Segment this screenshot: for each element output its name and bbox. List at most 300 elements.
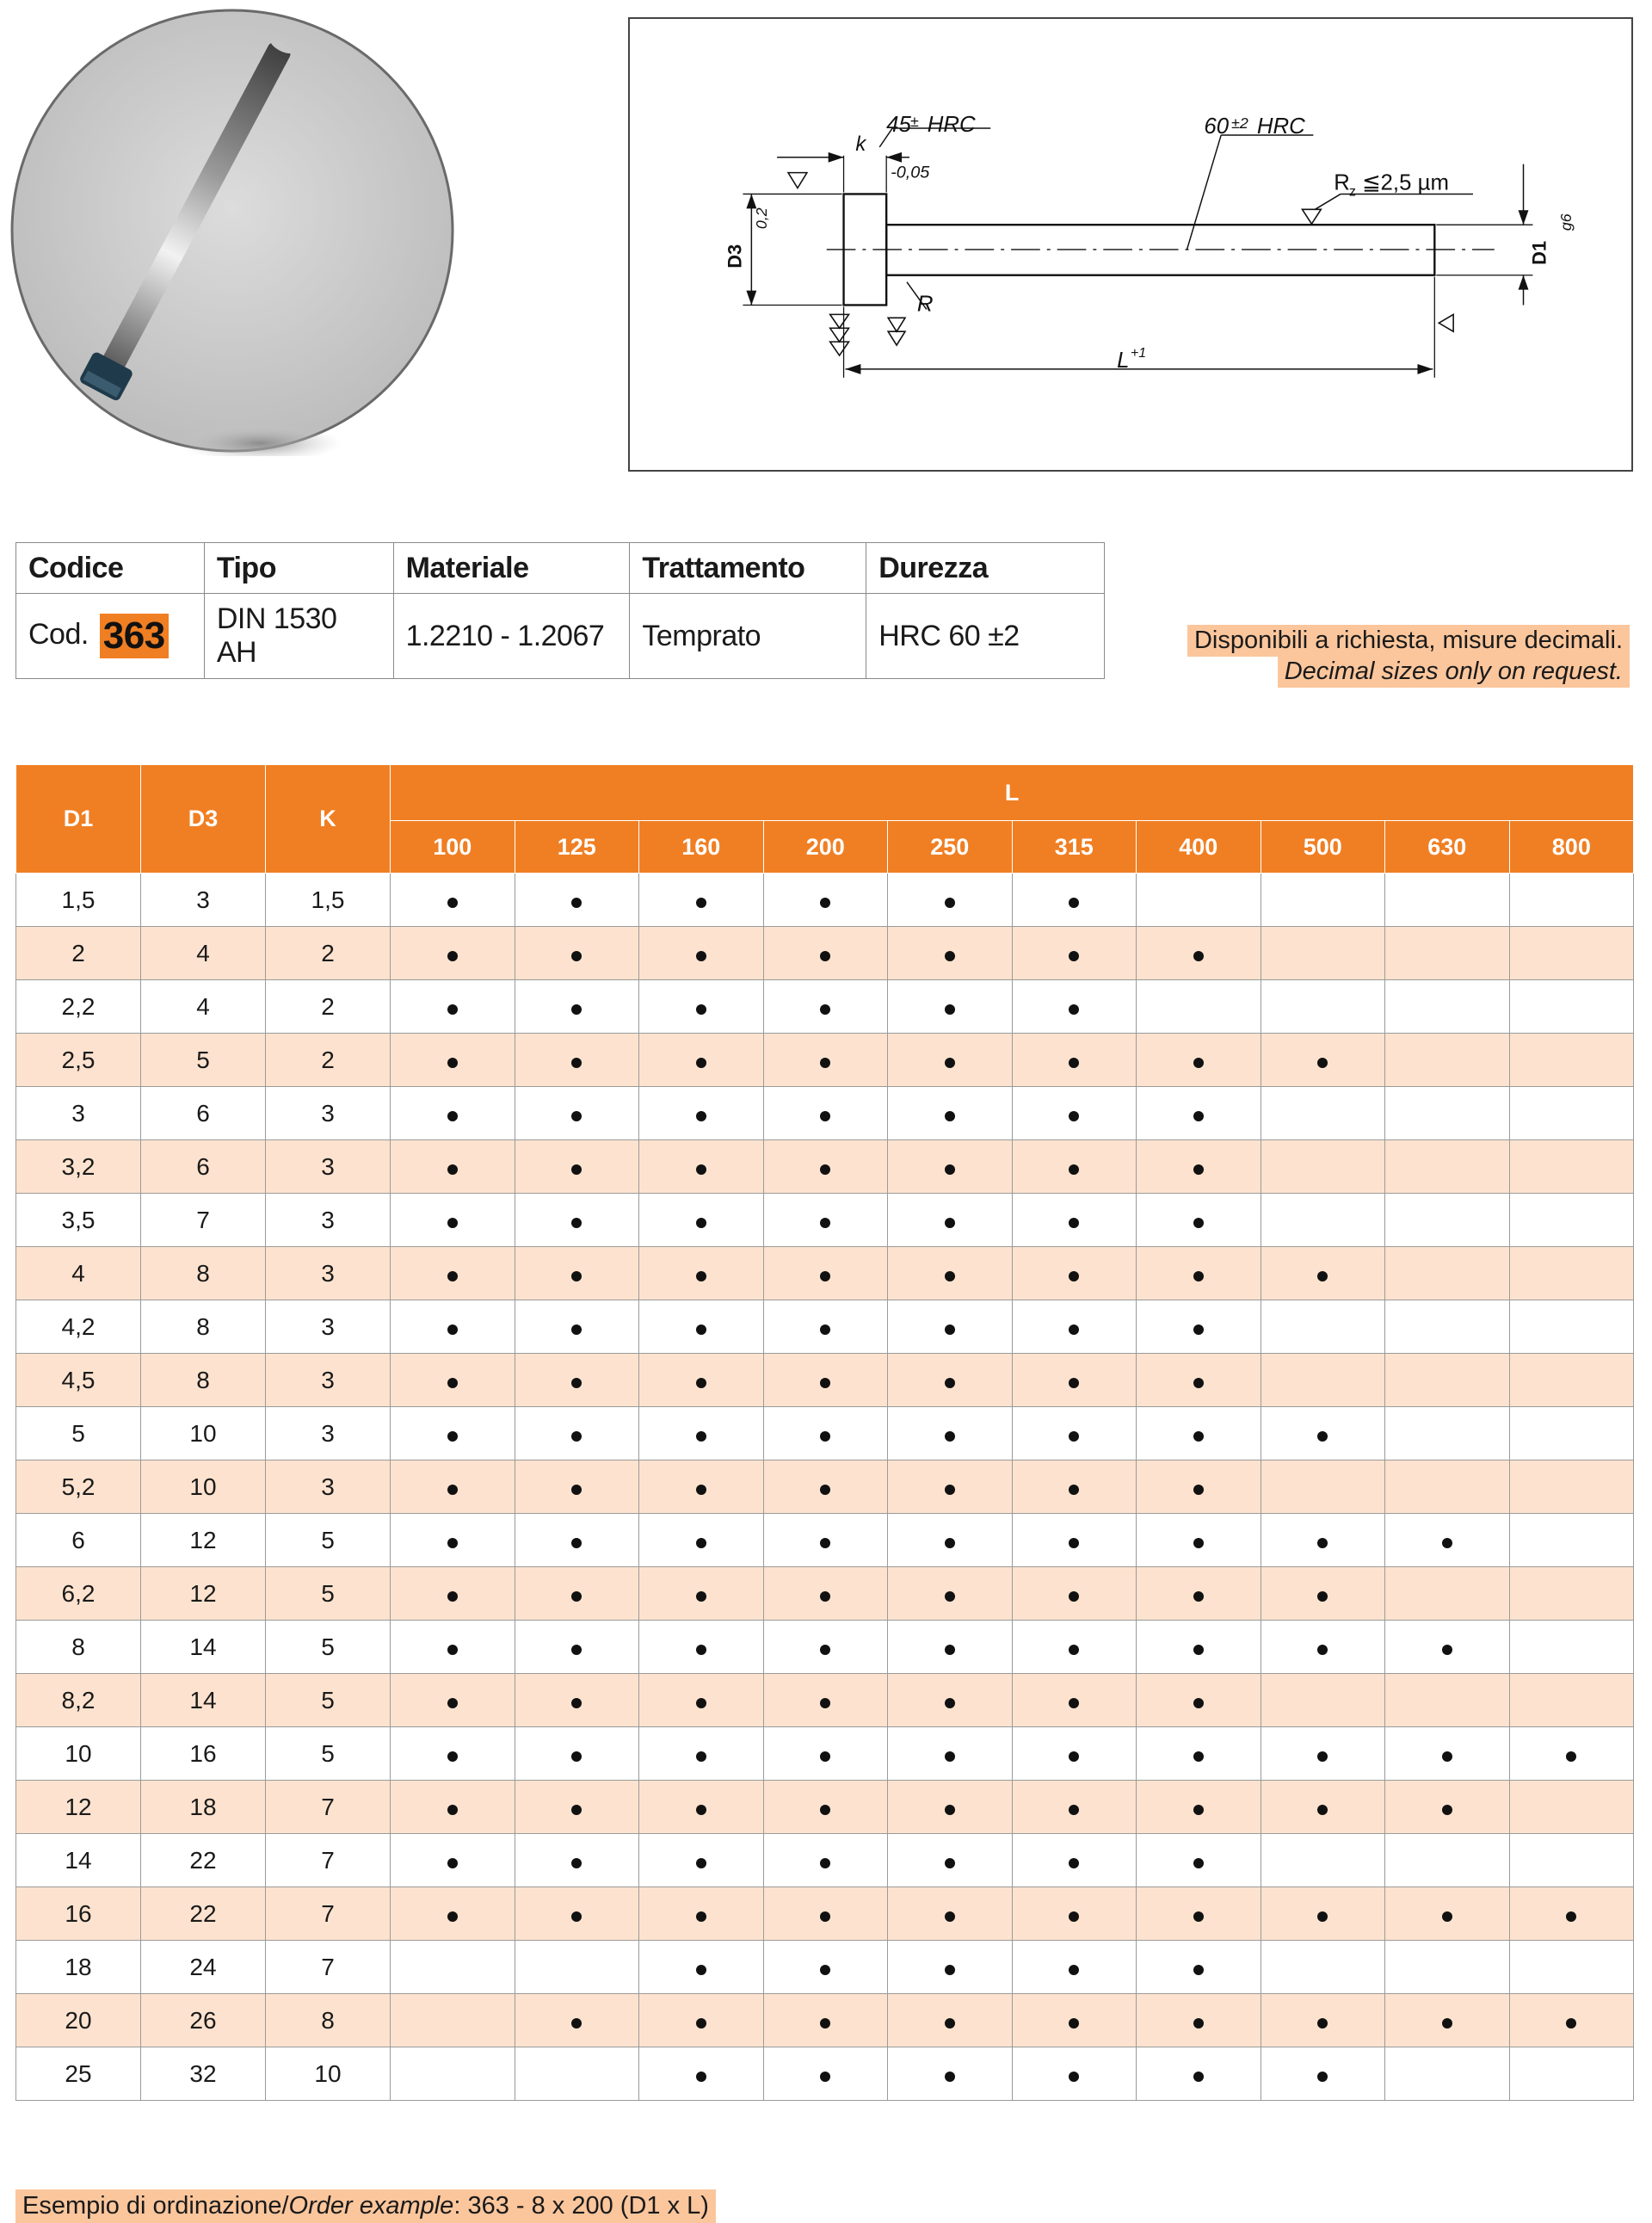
cell-availability (763, 1674, 888, 1727)
available-dot-icon (1566, 1751, 1576, 1762)
cell-availability (515, 1194, 639, 1247)
cell-availability (1012, 980, 1137, 1034)
cell-k: 5 (266, 1621, 391, 1674)
cell-availability (1012, 1727, 1137, 1781)
cell-d3: 32 (141, 2047, 266, 2101)
cell-d3: 8 (141, 1247, 266, 1300)
cell-availability (1385, 874, 1510, 927)
cell-availability (515, 927, 639, 980)
cell-availability (888, 1834, 1013, 1887)
cod-prefix: Cod. (28, 617, 89, 651)
cell-availability (1261, 1300, 1385, 1354)
col-header-length: 200 (763, 821, 888, 874)
cell-availability (888, 1514, 1013, 1567)
cell-d3: 3 (141, 874, 266, 927)
cell-availability (1137, 1781, 1261, 1834)
cell-d1: 6 (16, 1514, 141, 1567)
available-dot-icon (1069, 951, 1079, 961)
cell-availability (1012, 927, 1137, 980)
cell-availability (1509, 2047, 1634, 2101)
cell-availability (1137, 1567, 1261, 1621)
size-availability-table (15, 764, 1634, 2101)
cell-k: 2 (266, 1034, 391, 1087)
cell-availability (1509, 980, 1634, 1034)
cell-d1: 8,2 (16, 1674, 141, 1727)
available-dot-icon (820, 1431, 830, 1442)
cell-availability (763, 1781, 888, 1834)
available-dot-icon (1069, 898, 1079, 908)
cell-availability (515, 1887, 639, 1941)
cell-availability (1261, 1674, 1385, 1727)
available-dot-icon (1069, 1164, 1079, 1175)
cell-availability (763, 927, 888, 980)
available-dot-icon (1193, 1218, 1204, 1228)
cell-availability (639, 874, 764, 927)
cell-availability (1509, 1567, 1634, 1621)
cell-availability (1261, 1460, 1385, 1514)
cell-d1: 1,5 (16, 874, 141, 927)
cell-availability (763, 1407, 888, 1460)
available-dot-icon (945, 1164, 955, 1175)
available-dot-icon (696, 1645, 706, 1655)
available-dot-icon (696, 1805, 706, 1815)
cell-availability (1137, 1300, 1261, 1354)
cell-availability (639, 2047, 764, 2101)
cell-availability (1137, 1514, 1261, 1567)
cell-d1: 2,5 (16, 1034, 141, 1087)
available-dot-icon (945, 1325, 955, 1335)
available-dot-icon (1069, 1378, 1079, 1388)
cell-availability (1012, 1781, 1137, 1834)
available-dot-icon (945, 1965, 955, 1975)
available-dot-icon (571, 898, 582, 908)
available-dot-icon (820, 1538, 830, 1548)
cell-availability (1261, 1941, 1385, 1994)
order-example-value: : 363 - 8 x 200 (D1 x L) (453, 2192, 709, 2220)
spec-cell-materiale: 1.2210 - 1.2067 (393, 594, 630, 679)
cell-availability (763, 1994, 888, 2047)
cell-availability (1012, 1514, 1137, 1567)
available-dot-icon (447, 1645, 458, 1655)
available-dot-icon (1442, 1911, 1452, 1922)
available-dot-icon (571, 1645, 582, 1655)
cell-k: 3 (266, 1140, 391, 1194)
cell-d3: 12 (141, 1514, 266, 1567)
available-dot-icon (820, 898, 830, 908)
cell-availability (888, 927, 1013, 980)
available-dot-icon (945, 1058, 955, 1068)
cell-availability (1385, 1247, 1510, 1300)
cell-availability (515, 1514, 639, 1567)
cell-availability (1261, 1407, 1385, 1460)
available-dot-icon (1566, 2018, 1576, 2028)
available-dot-icon (1317, 1751, 1328, 1762)
cell-availability (639, 1247, 764, 1300)
available-dot-icon (696, 1378, 706, 1388)
available-dot-icon (696, 1111, 706, 1121)
available-dot-icon (1193, 2072, 1204, 2082)
available-dot-icon (820, 1378, 830, 1388)
available-dot-icon (571, 1164, 582, 1175)
cell-availability (1012, 1941, 1137, 1994)
order-example-label-en: Order example (288, 2192, 454, 2220)
cell-availability (888, 980, 1013, 1034)
cell-availability (888, 1354, 1013, 1407)
available-dot-icon (1069, 1111, 1079, 1121)
cell-availability (1509, 1781, 1634, 1834)
cell-availability (391, 1727, 515, 1781)
spec-header-trattamento: Trattamento (630, 543, 866, 594)
cell-d3: 4 (141, 927, 266, 980)
cell-availability (1509, 1140, 1634, 1194)
available-dot-icon (1193, 2018, 1204, 2028)
cell-availability (1012, 1567, 1137, 1621)
table-row (16, 1727, 1634, 1781)
length-label: L (1117, 348, 1130, 373)
col-header-length: 500 (1261, 821, 1385, 874)
head-tolerance: -0,05 (891, 163, 930, 182)
available-dot-icon (1069, 2018, 1079, 2028)
cell-availability (1137, 980, 1261, 1034)
cell-availability (1012, 1887, 1137, 1941)
cell-availability (1509, 927, 1634, 980)
available-dot-icon (1193, 1058, 1204, 1068)
cell-availability (515, 1994, 639, 2047)
cell-availability (391, 1194, 515, 1247)
cell-availability (515, 2047, 639, 2101)
available-dot-icon (945, 1218, 955, 1228)
available-dot-icon (820, 1698, 830, 1708)
cell-d3: 6 (141, 1140, 266, 1194)
rz-label: R (1334, 170, 1350, 195)
cell-availability (763, 1514, 888, 1567)
available-dot-icon (696, 898, 706, 908)
spec-header-durezza: Durezza (866, 543, 1105, 594)
cell-d1: 10 (16, 1727, 141, 1781)
available-dot-icon (820, 1164, 830, 1175)
cell-availability (1012, 1621, 1137, 1674)
table-row (16, 1460, 1634, 1514)
cell-availability (1012, 1194, 1137, 1247)
available-dot-icon (1193, 1911, 1204, 1922)
cell-availability (1385, 927, 1510, 980)
table-row (16, 1887, 1634, 1941)
available-dot-icon (1317, 2018, 1328, 2028)
cell-availability (1012, 1407, 1137, 1460)
cell-availability (888, 2047, 1013, 2101)
available-dot-icon (820, 1004, 830, 1015)
table-row (16, 1514, 1634, 1567)
available-dot-icon (447, 1805, 458, 1815)
col-header-length: 100 (391, 821, 515, 874)
cell-k: 5 (266, 1567, 391, 1621)
cell-availability (1012, 874, 1137, 927)
cell-k: 3 (266, 1194, 391, 1247)
cell-k: 5 (266, 1514, 391, 1567)
cell-availability (1261, 1087, 1385, 1140)
cell-availability (1509, 1887, 1634, 1941)
available-dot-icon (820, 1111, 830, 1121)
cell-k: 5 (266, 1727, 391, 1781)
head-hardness-unit: HRC (927, 113, 976, 137)
spec-header-codice: Codice (16, 543, 205, 594)
cell-availability (391, 1460, 515, 1514)
cell-availability (1137, 1941, 1261, 1994)
available-dot-icon (1069, 1271, 1079, 1281)
cell-availability (763, 1727, 888, 1781)
available-dot-icon (1069, 1805, 1079, 1815)
cell-availability (1509, 1247, 1634, 1300)
cell-availability (763, 874, 888, 927)
cell-d1: 20 (16, 1994, 141, 2047)
available-dot-icon (571, 1058, 582, 1068)
available-dot-icon (1442, 1805, 1452, 1815)
available-dot-icon (696, 1431, 706, 1442)
available-dot-icon (820, 1058, 830, 1068)
cell-availability (391, 1781, 515, 1834)
cell-availability (515, 1621, 639, 1674)
cell-availability (888, 1034, 1013, 1087)
cell-availability (639, 1727, 764, 1781)
available-dot-icon (696, 1965, 706, 1975)
cell-availability (1385, 1781, 1510, 1834)
available-dot-icon (447, 1378, 458, 1388)
available-dot-icon (1193, 1591, 1204, 1602)
cell-availability (639, 927, 764, 980)
cell-availability (1261, 1781, 1385, 1834)
available-dot-icon (1193, 1271, 1204, 1281)
cell-availability (888, 874, 1013, 927)
head-hardness-value: 45 (886, 113, 911, 137)
cell-availability (1012, 1460, 1137, 1514)
cell-availability (639, 1887, 764, 1941)
cell-d1: 25 (16, 2047, 141, 2101)
available-dot-icon (1317, 1645, 1328, 1655)
cell-availability (1261, 1887, 1385, 1941)
available-dot-icon (447, 1325, 458, 1335)
available-dot-icon (447, 1004, 458, 1015)
cell-availability (888, 1621, 1013, 1674)
table-row (16, 1621, 1634, 1674)
cell-availability (1261, 1247, 1385, 1300)
available-dot-icon (571, 2018, 582, 2028)
d3-label: D3 (724, 244, 746, 269)
cell-availability (1509, 1407, 1634, 1460)
cell-availability (515, 1300, 639, 1354)
available-dot-icon (571, 1271, 582, 1281)
cell-availability (1137, 1674, 1261, 1727)
available-dot-icon (945, 1805, 955, 1815)
cell-d1: 6,2 (16, 1567, 141, 1621)
cell-availability (639, 1194, 764, 1247)
cell-availability (1385, 1194, 1510, 1247)
available-dot-icon (696, 2072, 706, 2082)
cell-availability (763, 1567, 888, 1621)
available-dot-icon (1193, 1858, 1204, 1868)
cell-availability (888, 1460, 1013, 1514)
cell-availability (515, 874, 639, 927)
cell-availability (515, 1834, 639, 1887)
cell-availability (639, 1140, 764, 1194)
d1-tolerance: g6 (1557, 213, 1575, 232)
cell-availability (515, 1407, 639, 1460)
available-dot-icon (820, 1485, 830, 1495)
available-dot-icon (696, 1591, 706, 1602)
available-dot-icon (696, 1538, 706, 1548)
cell-availability (1261, 1834, 1385, 1887)
cell-availability (515, 1034, 639, 1087)
available-dot-icon (820, 1218, 830, 1228)
cod-number-badge: 363 (100, 614, 169, 658)
col-header-k: K (266, 765, 391, 874)
available-dot-icon (1566, 1911, 1576, 1922)
cell-d1: 12 (16, 1781, 141, 1834)
cell-availability (1385, 1460, 1510, 1514)
cell-availability (888, 1941, 1013, 1994)
spec-header-tipo: Tipo (204, 543, 393, 594)
cell-availability (391, 1941, 515, 1994)
cell-k: 3 (266, 1354, 391, 1407)
cell-availability (1261, 874, 1385, 927)
cell-availability (1509, 1300, 1634, 1354)
available-dot-icon (447, 1164, 458, 1175)
col-header-d3: D3 (141, 765, 266, 874)
cell-availability (763, 1140, 888, 1194)
cell-availability (1137, 1354, 1261, 1407)
cell-availability (1012, 1994, 1137, 2047)
cell-availability (888, 1887, 1013, 1941)
cell-availability (639, 1781, 764, 1834)
cell-k: 3 (266, 1087, 391, 1140)
cell-d3: 10 (141, 1460, 266, 1514)
cell-availability (1137, 1887, 1261, 1941)
cell-availability (1385, 1354, 1510, 1407)
cell-availability (1012, 1300, 1137, 1354)
cell-d3: 24 (141, 1941, 266, 1994)
available-dot-icon (1193, 1698, 1204, 1708)
cell-availability (1385, 1514, 1510, 1567)
cell-availability (391, 1514, 515, 1567)
cell-availability (515, 1567, 639, 1621)
available-dot-icon (447, 1485, 458, 1495)
cell-availability (515, 1460, 639, 1514)
cell-availability (1385, 1834, 1510, 1887)
cell-availability (391, 874, 515, 927)
available-dot-icon (820, 1751, 830, 1762)
cell-availability (1137, 1407, 1261, 1460)
col-header-d1: D1 (16, 765, 141, 874)
available-dot-icon (696, 1911, 706, 1922)
cell-availability (888, 1247, 1013, 1300)
available-dot-icon (1317, 1805, 1328, 1815)
available-dot-icon (1193, 1378, 1204, 1388)
table-row (16, 1087, 1634, 1140)
available-dot-icon (571, 1111, 582, 1121)
cell-availability (1012, 1087, 1137, 1140)
available-dot-icon (696, 1698, 706, 1708)
available-dot-icon (945, 1004, 955, 1015)
available-dot-icon (696, 951, 706, 961)
cell-d3: 8 (141, 1354, 266, 1407)
cell-availability (1385, 1034, 1510, 1087)
col-header-length: 125 (515, 821, 639, 874)
cell-k: 7 (266, 1781, 391, 1834)
cell-availability (515, 1674, 639, 1727)
cell-availability (888, 1567, 1013, 1621)
cell-availability (763, 1941, 888, 1994)
available-dot-icon (696, 1858, 706, 1868)
available-dot-icon (945, 1645, 955, 1655)
cell-k: 1,5 (266, 874, 391, 927)
cell-availability (391, 2047, 515, 2101)
cell-availability (1261, 1994, 1385, 2047)
cell-d1: 16 (16, 1887, 141, 1941)
cell-availability (391, 1834, 515, 1887)
cell-d3: 4 (141, 980, 266, 1034)
table-row (16, 2047, 1634, 2101)
table-row (16, 1407, 1634, 1460)
cell-availability (1261, 1140, 1385, 1194)
note-decimal-sizes-italian: Disponibili a richiesta, misure decimali. (1187, 625, 1630, 657)
cell-availability (391, 1354, 515, 1407)
available-dot-icon (1193, 1431, 1204, 1442)
available-dot-icon (1193, 1325, 1204, 1335)
cell-availability (1385, 1140, 1510, 1194)
available-dot-icon (1069, 1591, 1079, 1602)
cell-availability (1509, 1941, 1634, 1994)
available-dot-icon (447, 1218, 458, 1228)
available-dot-icon (447, 1911, 458, 1922)
cell-availability (763, 1087, 888, 1140)
length-tolerance: +1 (1131, 346, 1147, 361)
cell-availability (639, 1514, 764, 1567)
available-dot-icon (571, 1698, 582, 1708)
cell-availability (639, 1621, 764, 1674)
cell-d3: 22 (141, 1834, 266, 1887)
available-dot-icon (820, 1325, 830, 1335)
available-dot-icon (696, 1164, 706, 1175)
cell-d1: 5 (16, 1407, 141, 1460)
cell-d1: 4 (16, 1247, 141, 1300)
available-dot-icon (571, 1911, 582, 1922)
available-dot-icon (1193, 1538, 1204, 1548)
cell-availability (1261, 2047, 1385, 2101)
cell-d3: 16 (141, 1727, 266, 1781)
available-dot-icon (447, 1058, 458, 1068)
cell-k: 7 (266, 1887, 391, 1941)
available-dot-icon (447, 1111, 458, 1121)
cell-availability (1261, 1354, 1385, 1407)
cell-availability (1509, 1834, 1634, 1887)
cell-availability (888, 1994, 1013, 2047)
cell-availability (1385, 980, 1510, 1034)
cell-availability (763, 1887, 888, 1941)
cell-availability (1261, 1514, 1385, 1567)
cell-availability (1509, 1194, 1634, 1247)
cell-availability (1137, 2047, 1261, 2101)
available-dot-icon (945, 1698, 955, 1708)
cell-availability (639, 1941, 764, 1994)
cell-availability (1509, 1034, 1634, 1087)
available-dot-icon (1069, 2072, 1079, 2082)
available-dot-icon (1317, 1911, 1328, 1922)
cell-availability (1385, 1887, 1510, 1941)
available-dot-icon (447, 1858, 458, 1868)
cell-availability (763, 2047, 888, 2101)
available-dot-icon (1193, 1485, 1204, 1495)
available-dot-icon (945, 1591, 955, 1602)
available-dot-icon (945, 1271, 955, 1281)
